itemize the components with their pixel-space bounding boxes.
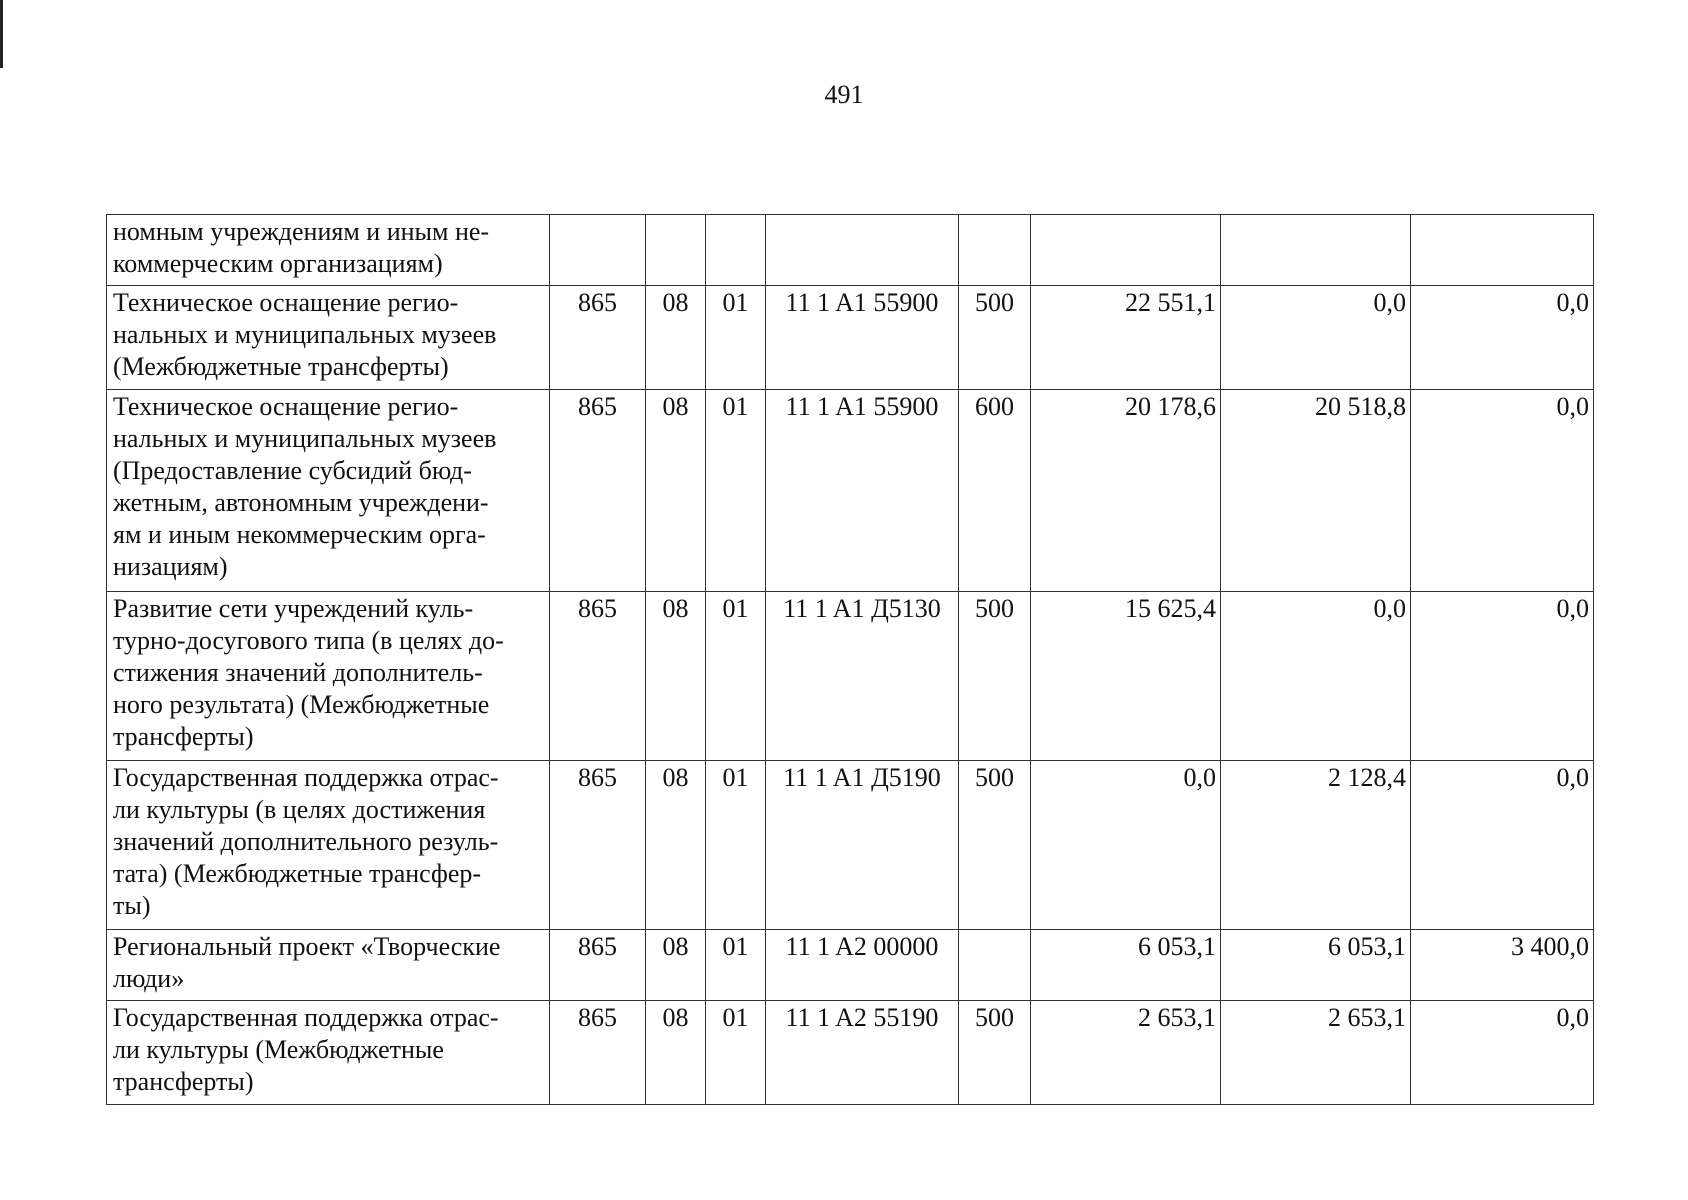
section-code-cell: 08 (646, 930, 706, 1001)
item-name-cell: номным учреждениям и иным не- коммерческим организациям) (107, 215, 550, 286)
ministry-code-cell: 865 (550, 390, 646, 592)
subsection-code-cell: 01 (706, 1001, 766, 1105)
subsection-code-cell: 01 (706, 286, 766, 390)
item-name-cell: Региональный проект «Творческие люди» (107, 930, 550, 1001)
section-code-cell: 08 (646, 761, 706, 930)
table-row (107, 215, 1594, 286)
expense-type-cell (959, 215, 1031, 286)
expense-type-cell: 500 (959, 761, 1031, 930)
amount-3-cell: 0,0 (1411, 286, 1594, 390)
target-article-cell: 11 1 A1 Д5130 (766, 592, 959, 761)
expense-type-cell: 500 (959, 592, 1031, 761)
amount-2-cell (1221, 215, 1411, 286)
table-row (107, 1001, 1594, 1105)
subsection-code-cell: 01 (706, 761, 766, 930)
amount-3-cell: 3 400,0 (1411, 930, 1594, 1001)
amount-2-cell: 6 053,1 (1221, 930, 1411, 1001)
amount-1-cell: 0,0 (1031, 761, 1221, 930)
section-code-cell: 08 (646, 286, 706, 390)
section-code-cell (646, 215, 706, 286)
amount-1-cell: 20 178,6 (1031, 390, 1221, 592)
section-code-cell: 08 (646, 1001, 706, 1105)
ministry-code-cell: 865 (550, 761, 646, 930)
amount-1-cell: 2 653,1 (1031, 1001, 1221, 1105)
ministry-code-cell: 865 (550, 286, 646, 390)
item-name-cell: Техническое оснащение регио- нальных и муниципальных музеев (Межбюджетные трансферты) (107, 286, 550, 390)
table-row (107, 390, 1594, 592)
amount-2-cell: 2 653,1 (1221, 1001, 1411, 1105)
expense-type-cell (959, 930, 1031, 1001)
ministry-code-cell: 865 (550, 930, 646, 1001)
amount-3-cell: 0,0 (1411, 592, 1594, 761)
target-article-cell: 11 1 A1 55900 (766, 390, 959, 592)
target-article-cell (766, 215, 959, 286)
subsection-code-cell: 01 (706, 930, 766, 1001)
subsection-code-cell: 01 (706, 390, 766, 592)
budget-table (106, 214, 1594, 1105)
budget-table-body (107, 215, 1594, 1105)
expense-type-cell: 500 (959, 286, 1031, 390)
subsection-code-cell: 01 (706, 592, 766, 761)
target-article-cell: 11 1 A2 55190 (766, 1001, 959, 1105)
amount-1-cell: 15 625,4 (1031, 592, 1221, 761)
amount-2-cell: 20 518,8 (1221, 390, 1411, 592)
table-row (107, 592, 1594, 761)
item-name-cell: Государственная поддержка отрас- ли культуры (Межбюджетные трансферты) (107, 1001, 550, 1105)
amount-2-cell: 2 128,4 (1221, 761, 1411, 930)
amount-2-cell: 0,0 (1221, 592, 1411, 761)
target-article-cell: 11 1 A2 00000 (766, 930, 959, 1001)
table-row (107, 286, 1594, 390)
ministry-code-cell: 865 (550, 592, 646, 761)
amount-1-cell: 6 053,1 (1031, 930, 1221, 1001)
table-row (107, 930, 1594, 1001)
amount-1-cell: 22 551,1 (1031, 286, 1221, 390)
section-code-cell: 08 (646, 592, 706, 761)
amount-1-cell (1031, 215, 1221, 286)
item-name-cell: Развитие сети учреждений куль- турно-досугового типа (в целях до- стижения значений дополнитель- ного результата) (Межбюджетные трансферты) (107, 592, 550, 761)
amount-3-cell: 0,0 (1411, 1001, 1594, 1105)
amount-3-cell (1411, 215, 1594, 286)
amount-3-cell: 0,0 (1411, 390, 1594, 592)
item-name-cell: Техническое оснащение регио- нальных и муниципальных музеев (Предоставление субсидий бюд- жетным, автономным учреждени- ям и иным некоммерческим орга- низациям) (107, 390, 550, 592)
scan-edge-mark (0, 0, 3, 68)
table-row (107, 761, 1594, 930)
subsection-code-cell (706, 215, 766, 286)
target-article-cell: 11 1 A1 55900 (766, 286, 959, 390)
section-code-cell: 08 (646, 390, 706, 592)
item-name-cell: Государственная поддержка отрас- ли культуры (в целях достижения значений дополнительного резуль- тата) (Межбюджетные трансфер- ты) (107, 761, 550, 930)
expense-type-cell: 600 (959, 390, 1031, 592)
amount-3-cell: 0,0 (1411, 761, 1594, 930)
ministry-code-cell (550, 215, 646, 286)
page-number: 491 (824, 80, 864, 109)
amount-2-cell: 0,0 (1221, 286, 1411, 390)
ministry-code-cell: 865 (550, 1001, 646, 1105)
expense-type-cell: 500 (959, 1001, 1031, 1105)
target-article-cell: 11 1 A1 Д5190 (766, 761, 959, 930)
